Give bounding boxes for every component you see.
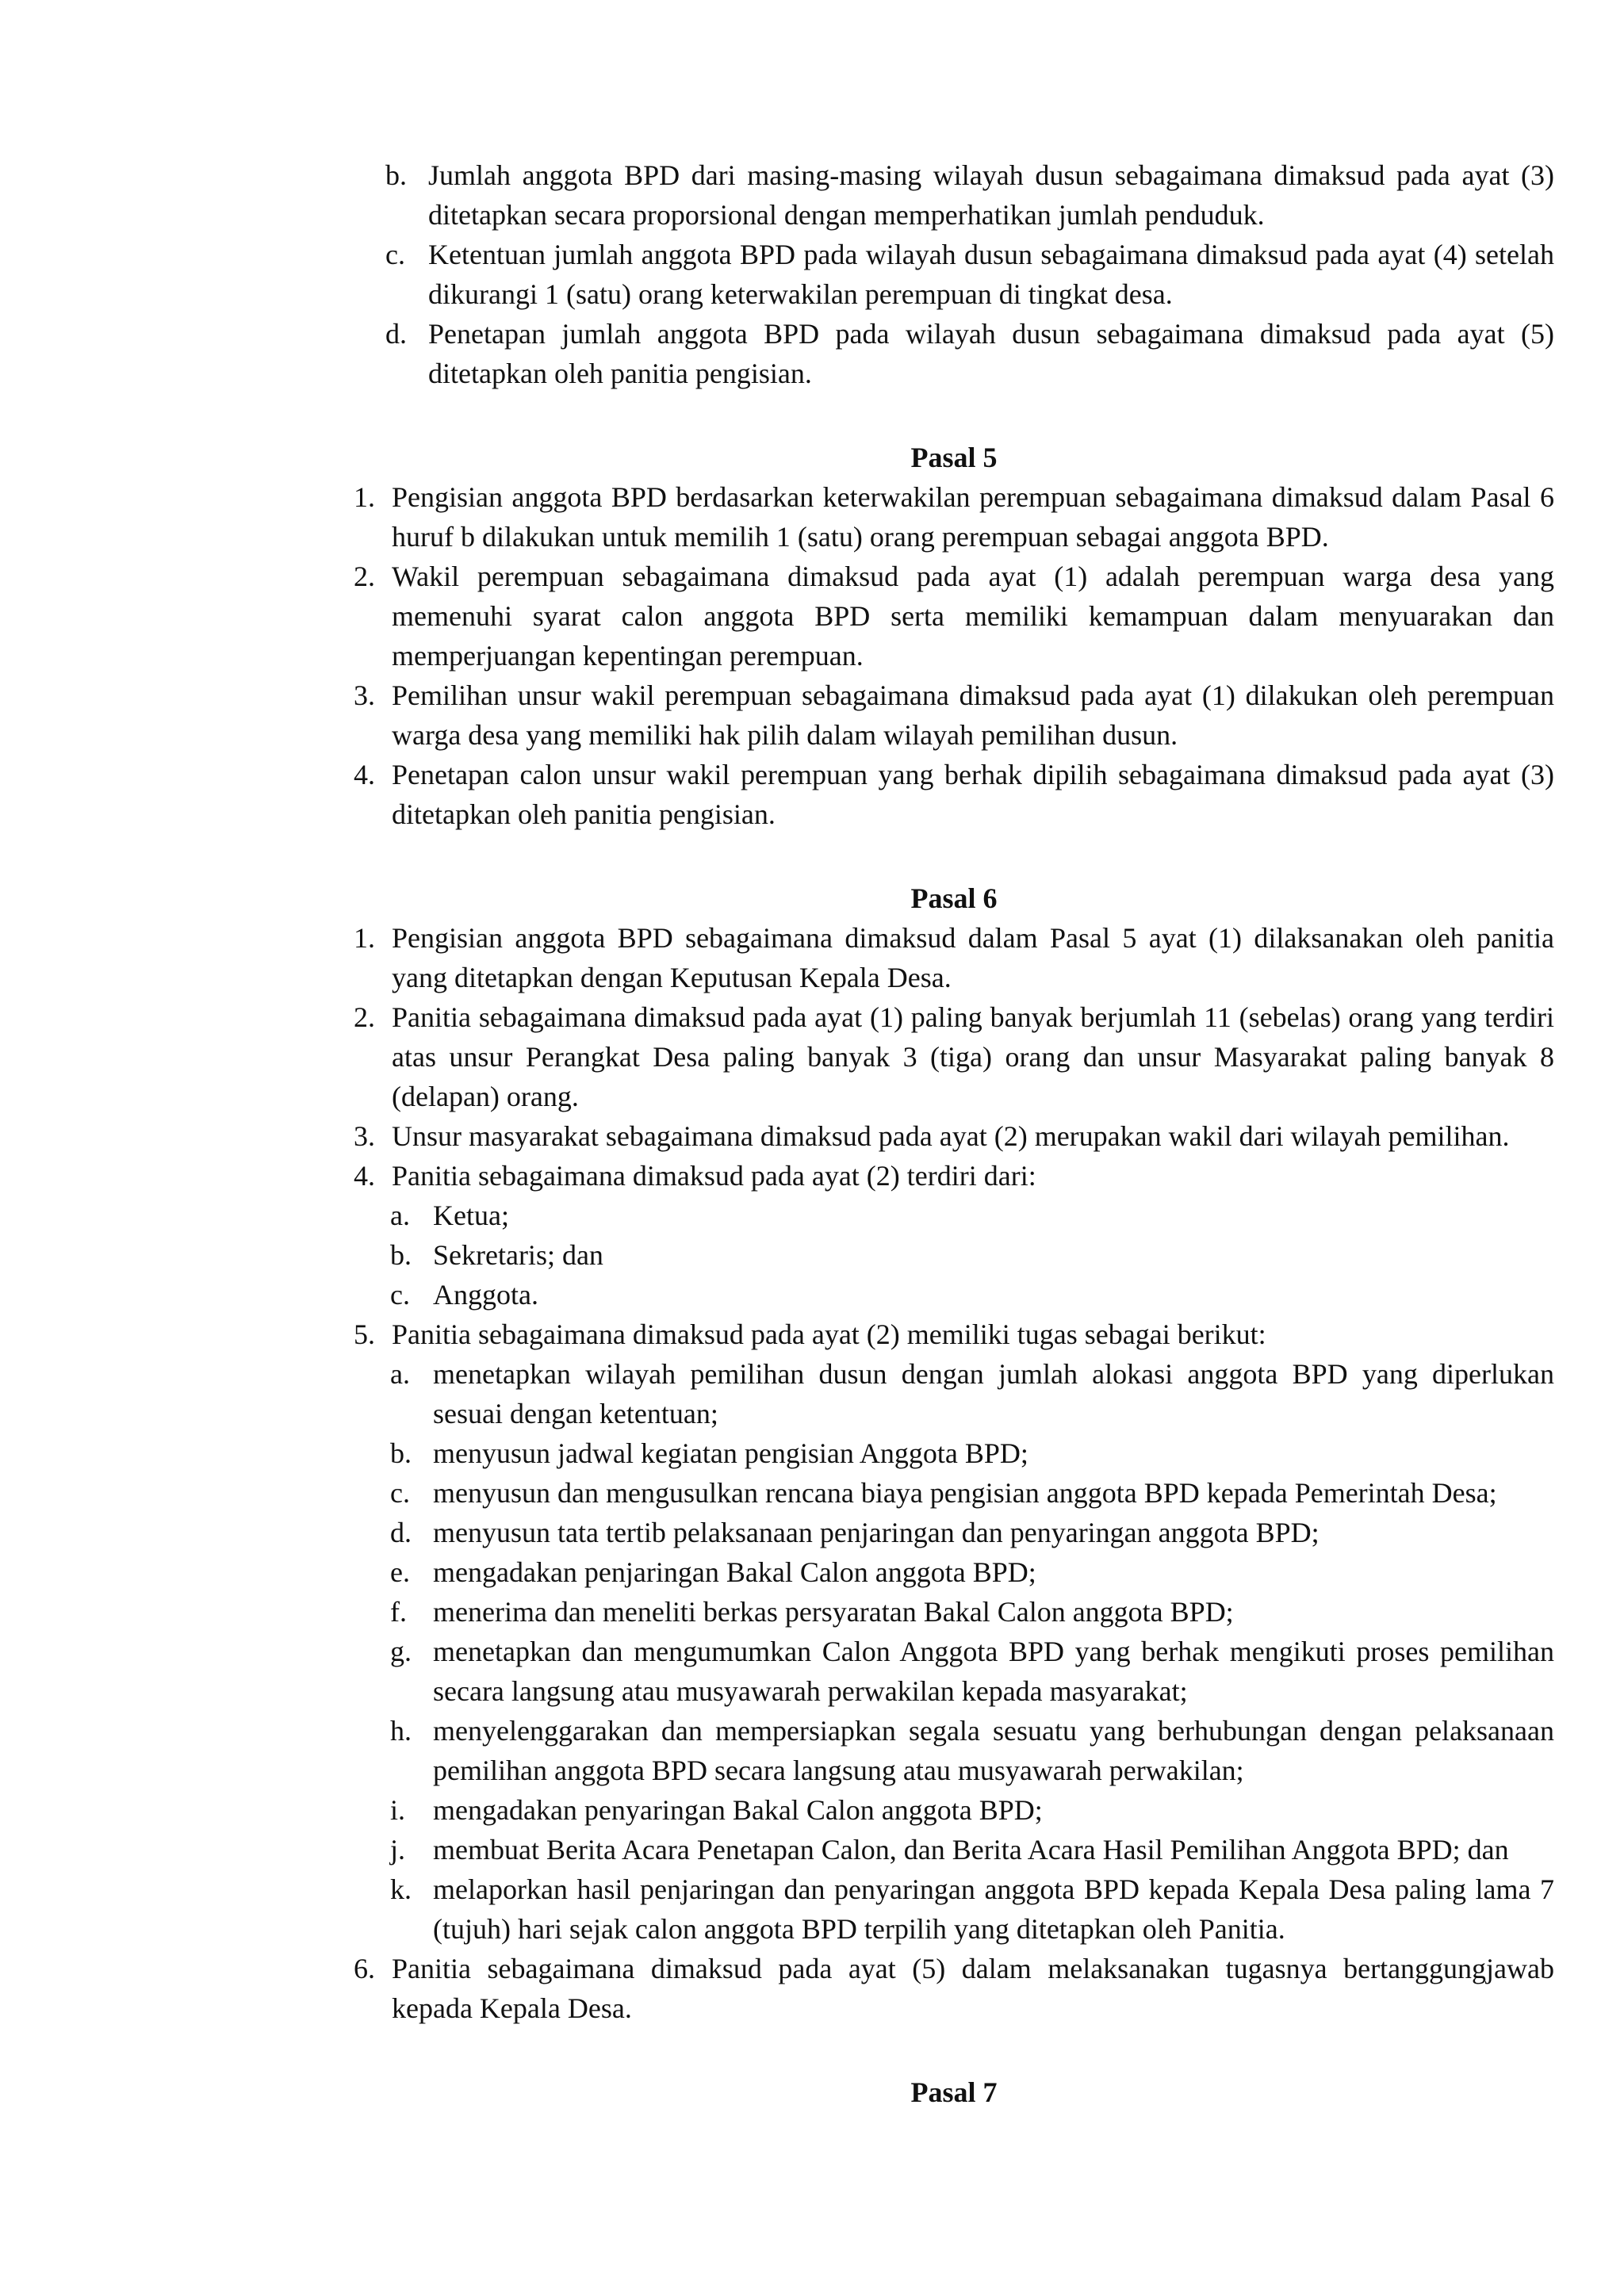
list-marker: 2. bbox=[354, 561, 375, 592]
list-text: mengadakan penjaringan Bakal Calon anggota BPD; bbox=[433, 1556, 1036, 1588]
list-marker: 4. bbox=[354, 1160, 375, 1192]
list-marker: c. bbox=[390, 1477, 410, 1509]
list-text: menetapkan dan mengumumkan Calon Anggota BPD yang berhak mengikuti proses pemilihan secara langsung atau musyawarah perwakilan kepada masyarakat; bbox=[433, 1636, 1554, 1707]
list-text: Ketua; bbox=[433, 1200, 509, 1231]
list-marker: k. bbox=[390, 1873, 412, 1905]
pasal-7-heading: Pasal 7 bbox=[910, 2076, 998, 2108]
list-item bbox=[354, 557, 1554, 675]
list-marker: 3. bbox=[354, 679, 375, 711]
list-marker: b. bbox=[385, 159, 407, 191]
list-marker: a. bbox=[390, 1200, 410, 1231]
list-item bbox=[354, 477, 1554, 557]
list-text: melaporkan hasil penjaringan dan penyaringan anggota BPD kepada Kepala Desa paling lama 7 (tujuh) hari sejak calon anggota BPD terpilih yang ditetapkan oleh Panitia. bbox=[433, 1873, 1554, 1945]
list-item bbox=[354, 997, 1554, 1116]
sub-list-item bbox=[354, 1552, 1554, 1592]
list-text: menyusun jadwal kegiatan pengisian Anggota BPD; bbox=[433, 1437, 1028, 1469]
list-marker: h. bbox=[390, 1715, 412, 1747]
sub-list-item bbox=[354, 1869, 1554, 1949]
sub-list-item bbox=[354, 1592, 1554, 1632]
list-marker: b. bbox=[390, 1239, 412, 1271]
list-text: menetapkan wilayah pemilihan dusun dengan jumlah alokasi anggota BPD yang diperlukan sesuai dengan ketentuan; bbox=[433, 1358, 1554, 1429]
list-marker: 6. bbox=[354, 1953, 375, 1984]
list-item bbox=[354, 1156, 1554, 1196]
document-body bbox=[354, 155, 1554, 2112]
list-item bbox=[354, 1314, 1554, 1354]
list-item bbox=[354, 155, 1554, 235]
list-marker: c. bbox=[390, 1279, 410, 1311]
list-text: menerima dan meneliti berkas persyaratan Bakal Calon anggota BPD; bbox=[433, 1596, 1234, 1628]
list-item bbox=[354, 235, 1554, 314]
list-marker: 3. bbox=[354, 1120, 375, 1152]
list-text: Unsur masyarakat sebagaimana dimaksud pada ayat (2) merupakan wakil dari wilayah pemilihan. bbox=[392, 1120, 1510, 1152]
list-text: Pengisian anggota BPD sebagaimana dimaksud dalam Pasal 5 ayat (1) dilaksanakan oleh panitia yang ditetapkan dengan Keputusan Kepala Desa. bbox=[392, 922, 1554, 993]
list-text: menyusun dan mengusulkan rencana biaya pengisian anggota BPD kepada Pemerintah Desa; bbox=[433, 1477, 1497, 1509]
list-marker: 1. bbox=[354, 481, 375, 513]
list-item bbox=[354, 755, 1554, 834]
list-marker: d. bbox=[385, 318, 407, 350]
list-text: Panitia sebagaimana dimaksud pada ayat (2) memiliki tugas sebagai berikut: bbox=[392, 1318, 1266, 1350]
pasal-6-heading: Pasal 6 bbox=[910, 882, 998, 914]
sub-list-item bbox=[354, 1473, 1554, 1513]
list-marker: a. bbox=[390, 1358, 410, 1390]
list-marker: 4. bbox=[354, 759, 375, 790]
list-marker: b. bbox=[390, 1437, 412, 1469]
list-text: Pengisian anggota BPD berdasarkan keterwakilan perempuan sebagaimana dimaksud dalam Pasal 6 huruf b dilakukan untuk memilih 1 (satu) orang perempuan sebagai anggota BPD. bbox=[392, 481, 1554, 553]
list-marker: 1. bbox=[354, 922, 375, 954]
sub-list-item bbox=[354, 1235, 1554, 1275]
list-text: Sekretaris; dan bbox=[433, 1239, 603, 1271]
list-text: mengadakan penyaringan Bakal Calon anggota BPD; bbox=[433, 1794, 1043, 1826]
list-text: Penetapan jumlah anggota BPD pada wilayah dusun sebagaimana dimaksud pada ayat (5) ditetapkan oleh panitia pengisian. bbox=[428, 318, 1554, 389]
sub-list-item bbox=[354, 1711, 1554, 1790]
sub-list-item bbox=[354, 1790, 1554, 1830]
sub-list-item bbox=[354, 1196, 1554, 1235]
list-marker: j. bbox=[390, 1834, 406, 1866]
list-marker: e. bbox=[390, 1556, 410, 1588]
list-marker: d. bbox=[390, 1517, 412, 1548]
list-marker: 2. bbox=[354, 1001, 375, 1033]
list-text: Panitia sebagaimana dimaksud pada ayat (1) paling banyak berjumlah 11 (sebelas) orang yang terdiri atas unsur Perangkat Desa paling banyak 3 (tiga) orang dan unsur Masyarakat paling banyak 8 (delapan) orang. bbox=[392, 1001, 1554, 1112]
list-item bbox=[354, 675, 1554, 755]
sub-list-item bbox=[354, 1830, 1554, 1869]
sub-list-item bbox=[354, 1275, 1554, 1314]
list-marker: 5. bbox=[354, 1318, 375, 1350]
list-text: Pemilihan unsur wakil perempuan sebagaimana dimaksud pada ayat (1) dilakukan oleh perempuan warga desa yang memiliki hak pilih dalam wilayah pemilihan dusun. bbox=[392, 679, 1554, 751]
list-item bbox=[354, 918, 1554, 997]
list-text: Panitia sebagaimana dimaksud pada ayat (5) dalam melaksanakan tugasnya bertanggungjawab kepada Kepala Desa. bbox=[392, 1953, 1554, 2024]
list-marker: c. bbox=[385, 239, 405, 270]
sub-list-item bbox=[354, 1513, 1554, 1552]
list-text: membuat Berita Acara Penetapan Calon, dan Berita Acara Hasil Pemilihan Anggota BPD; dan bbox=[433, 1834, 1509, 1866]
list-text: Ketentuan jumlah anggota BPD pada wilayah dusun sebagaimana dimaksud pada ayat (4) setelah dikurangi 1 (satu) orang keterwakilan perempuan di tingkat desa. bbox=[428, 239, 1554, 310]
list-text: Jumlah anggota BPD dari masing-masing wilayah dusun sebagaimana dimaksud pada ayat (3) ditetapkan secara proporsional dengan memperhatikan jumlah penduduk. bbox=[428, 159, 1554, 231]
list-text: Wakil perempuan sebagaimana dimaksud pada ayat (1) adalah perempuan warga desa yang memenuhi syarat calon anggota BPD serta memiliki kemampuan dalam menyuarakan dan memperjuangan kepentingan perempuan. bbox=[392, 561, 1554, 672]
list-item bbox=[354, 1116, 1554, 1156]
sub-list-item bbox=[354, 1354, 1554, 1433]
list-text: menyusun tata tertib pelaksanaan penjaringan dan penyaringan anggota BPD; bbox=[433, 1517, 1320, 1548]
sub-list-item bbox=[354, 1433, 1554, 1473]
list-item bbox=[354, 314, 1554, 393]
list-item bbox=[354, 1949, 1554, 2028]
list-text: Anggota. bbox=[433, 1279, 538, 1311]
list-text: Panitia sebagaimana dimaksud pada ayat (2) terdiri dari: bbox=[392, 1160, 1036, 1192]
list-marker: f. bbox=[390, 1596, 407, 1628]
list-marker: i. bbox=[390, 1794, 406, 1826]
sub-list-item bbox=[354, 1632, 1554, 1711]
list-marker: g. bbox=[390, 1636, 412, 1667]
list-text: menyelenggarakan dan mempersiapkan segala sesuatu yang berhubungan dengan pelaksanaan pemilihan anggota BPD secara langsung atau musyawarah perwakilan; bbox=[433, 1715, 1554, 1786]
list-text: Penetapan calon unsur wakil perempuan yang berhak dipilih sebagaimana dimaksud pada ayat (3) ditetapkan oleh panitia pengisian. bbox=[392, 759, 1554, 830]
pasal-5-heading: Pasal 5 bbox=[910, 442, 998, 473]
